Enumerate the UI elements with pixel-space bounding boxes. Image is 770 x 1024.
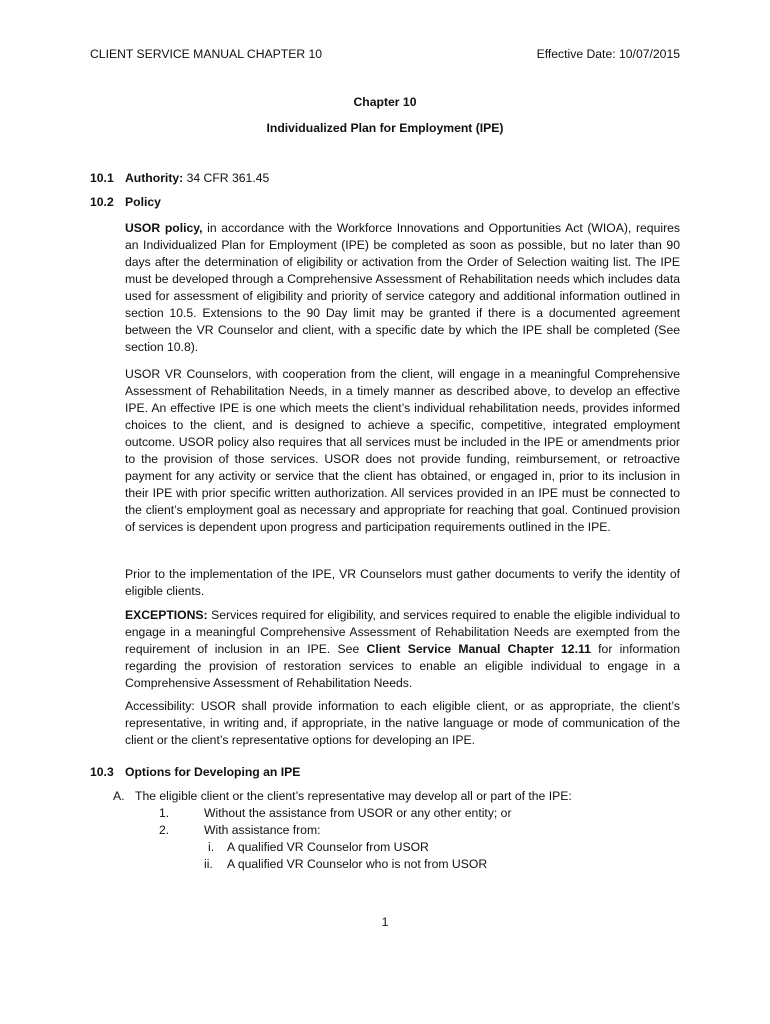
section-number: 10.1 bbox=[90, 171, 114, 185]
exceptions-text: Services required for eligibility, and services required to enable the eligible individual to engage in a meaningful Comprehensive Assessment of Rehabilitation Needs are exempted from the requirement of inclusion in an IPE. See bbox=[125, 608, 680, 656]
authority-value: 34 CFR 361.45 bbox=[186, 171, 270, 185]
policy-lead: USOR policy, bbox=[125, 221, 203, 235]
header-manual-title: CLIENT SERVICE MANUAL CHAPTER 10 bbox=[90, 47, 323, 61]
page-header bbox=[90, 47, 680, 61]
header-effective-date: Effective Date: 10/07/2015 bbox=[536, 47, 680, 61]
counselor-paragraph: USOR VR Counselors, with cooperation from the client, will engage in a meaningful Comprehensive Assessment of Rehabilitation Needs, in a timely manner as described above, to develop an effective IPE. An effective IPE is one which meets the client’s individual rehabilitation needs, provides informed choices to the client, and is designed to achieve a specific, competitive, integrated employment outcome. USOR policy also requires that all services must be included in the IPE or amendments prior to the provision of those services. USOR does not provide funding, reimbursement, or retroactive payment for any activity or service that the client has obtained, or engaged in, prior to its inclusion in their IPE with prior specific written authorization. All services provided in an IPE must be connected to the client’s employment goal as necessary and appropriate for reaching that goal. Continued provision of services is dependent upon progress and participation requirements outlined in the IPE. bbox=[125, 367, 680, 534]
chapter-title: Chapter 10 bbox=[353, 95, 417, 109]
list-marker-a: A. bbox=[113, 789, 125, 803]
section-label: Policy bbox=[125, 195, 161, 209]
exceptions-paragraph bbox=[125, 607, 680, 692]
list-item-2: With assistance from: bbox=[204, 823, 321, 837]
section-label: Authority: bbox=[125, 171, 184, 185]
chapter-reference: Client Service Manual Chapter 12.11 bbox=[366, 642, 591, 656]
chapter-subtitle: Individualized Plan for Employment (IPE) bbox=[266, 121, 504, 135]
section-10-3 bbox=[90, 765, 300, 779]
policy-text: in accordance with the Workforce Innovations and Opportunities Act (WIOA), requires an Individualized Plan for Employment (IPE) be completed as soon as possible, but no later than 90 days after the determination of eligibility or activation from the Order of Selection waiting list. The IPE must be developed through a Comprehensive Assessment of Rehabilitation needs which includes data used for assessment of eligibility and priority of service category and additional information outlined in section 10.5. Extensions to the 90 Day limit may be granted if there is a documented agreement between the VR Counselor and client, with a specific date by which the IPE shall be completed (See section 10.8). bbox=[125, 221, 681, 354]
list-item-i: A qualified VR Counselor from USOR bbox=[227, 840, 429, 854]
exceptions-text-end: for information regarding the provision of restoration services to enable an eligible individual to engage in a Comprehensive Assessment of Rehabilitation Needs. bbox=[125, 642, 680, 690]
exceptions-lead: EXCEPTIONS: bbox=[125, 608, 208, 622]
policy-paragraph bbox=[125, 220, 680, 356]
section-number: 10.3 bbox=[90, 765, 114, 779]
section-10-1 bbox=[90, 171, 269, 185]
list-marker-ii: ii. bbox=[204, 857, 213, 871]
section-number: 10.2 bbox=[90, 195, 114, 209]
list-item-ii: A qualified VR Counselor who is not from USOR bbox=[227, 857, 488, 871]
list-item-1: Without the assistance from USOR or any other entity; or bbox=[204, 806, 512, 820]
list-marker-2: 2. bbox=[159, 823, 170, 837]
page-number: 1 bbox=[381, 915, 389, 929]
section-10-2 bbox=[90, 195, 161, 209]
section-label: Options for Developing an IPE bbox=[125, 765, 301, 779]
list-marker-1: 1. bbox=[159, 806, 170, 820]
accessibility-paragraph: Accessibility: USOR shall provide information to each eligible client, or as appropriate, the client’s representative, in writing and, if appropriate, in the native language or mode of communication of the client or the client’s representative options for developing an IPE. bbox=[125, 699, 680, 747]
list-item-a: The eligible client or the client’s representative may develop all or part of the IPE: bbox=[135, 789, 572, 803]
list-marker-i: i. bbox=[208, 840, 215, 854]
identity-paragraph: Prior to the implementation of the IPE, VR Counselors must gather documents to verify the identity of eligible clients. bbox=[125, 567, 680, 598]
